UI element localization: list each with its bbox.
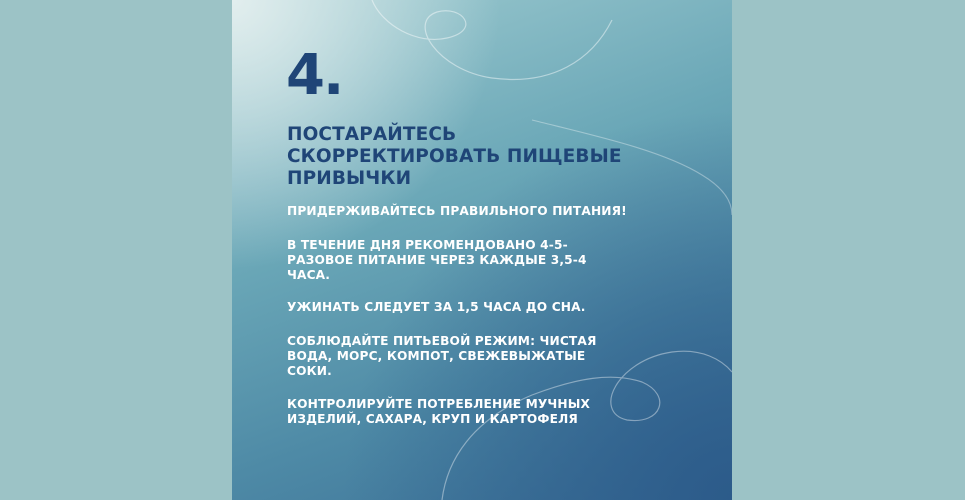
tip-line: ИЗДЕЛИЙ, САХАРА, КРУП И КАРТОФЕЛЯ [287,412,578,426]
tip-line: СОБЛЮДАЙТЕ ПИТЬЕВОЙ РЕЖИМ: ЧИСТАЯ [287,334,597,348]
tip-paragraph-dinner [287,300,707,315]
title-line: ПРИВЫЧКИ [287,168,412,189]
tip-line: УЖИНАТЬ СЛЕДУЕТ ЗА 1,5 ЧАСА ДО СНА. [287,300,586,314]
info-card [232,0,732,500]
tip-line: ВОДА, МОРС, КОМПОТ, СВЕЖЕВЫЖАТЫЕ [287,349,586,363]
tip-paragraph-carbs [287,397,707,427]
decorative-curve-top [372,0,612,79]
tip-paragraph-meals [287,238,707,283]
tip-line: ПРИДЕРЖИВАЙТЕСЬ ПРАВИЛЬНОГО ПИТАНИЯ! [287,204,627,218]
tip-paragraph-drinking [287,334,707,379]
tip-paragraph-nutrition [287,204,707,219]
title-line: ПОСТАРАЙТЕСЬ [287,124,457,145]
tip-line: КОНТРОЛИРУЙТЕ ПОТРЕБЛЕНИЕ МУЧНЫХ [287,397,591,411]
tip-line: СОКИ. [287,364,332,378]
step-number: 4. [286,43,343,108]
tip-line: В ТЕЧЕНИЕ ДНЯ РЕКОМЕНДОВАНО 4-5- [287,238,568,252]
tip-line: РАЗОВОЕ ПИТАНИЕ ЧЕРЕЗ КАЖДЫЕ 3,5-4 [287,253,587,267]
title-line: СКОРРЕКТИРОВАТЬ ПИЩЕВЫЕ [287,146,622,167]
tip-line: ЧАСА. [287,268,331,282]
card-title [287,124,707,190]
